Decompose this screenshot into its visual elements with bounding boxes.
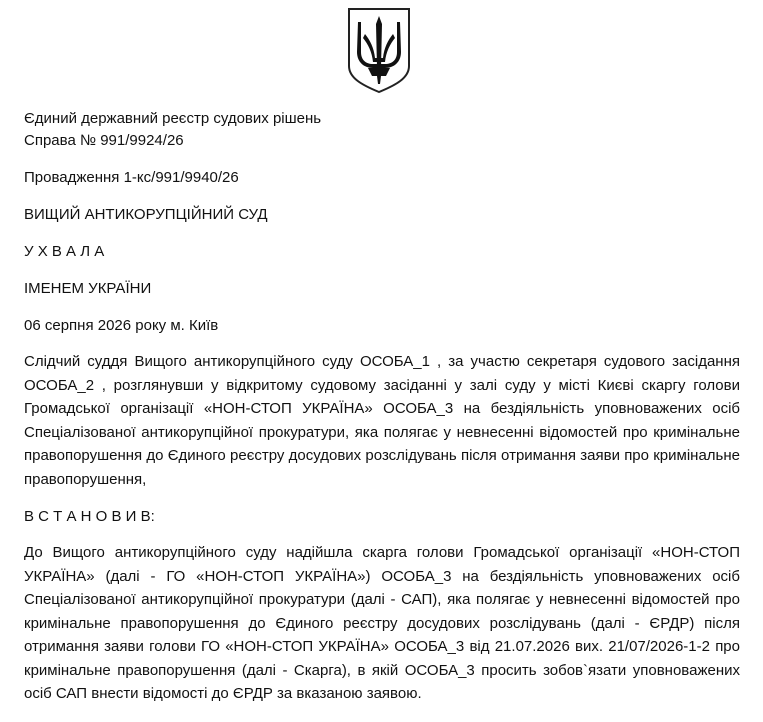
date-and-place: 06 серпня 2026 року м. Київ [24, 317, 219, 334]
paragraph-1: До Вищого антикорупційного суду надійшла скарга голови Громадської організації «НОН-СТОП УКРАЇНА» (далі - ГО «НОН-СТОП УКРАЇНА») ОСОБА_3 на бездіяльність уповноважених осіб Спеціалізованої антикорупційної прокуратури (далі - САП), яка полягає у невнесенні відомостей про кримінальне правопорушення до Єдиного реєстру досудових розслідувань (далі - ЄРДР) після отримання заяви голови ГО «НОН-СТОП УКРАЇНА» ОСОБА_3 від 21.07.2026 вих. 21/07/2026-1-2 про кримінальне правопорушення (далі - Скарга), в якій ОСОБА_3 просить зобов`язати уповноважених осіб САП внести відомості до ЄРДР за вказаною заявою. [24, 544, 740, 702]
intro-paragraph: Слідчий суддя Вищого антикорупційного суду ОСОБА_1 , за участю секретаря судового засідання ОСОБА_2 , розглянувши у відкритому судовому засіданні у залі суду у місті Києві скаргу голови Громадської організації «НОН-СТОП УКРАЇНА» ОСОБА_3 на бездіяльність уповноважених осіб Спеціалізованої антикорупційної прокуратури, яка полягає у невнесенні відомостей про кримінальне правопорушення до Єдиного реєстру досудових розслідувань після отримання заяви про кримінальне правопорушення, [24, 353, 740, 488]
registry-title: Єдиний державний реєстр судових рішень [24, 110, 322, 127]
in-the-name-of-ukraine: ІМЕНЕМ УКРАЇНИ [24, 280, 152, 297]
coat-of-arms-icon [346, 6, 412, 94]
court-name: ВИЩИЙ АНТИКОРУПЦІЙНИЙ СУД [24, 206, 268, 223]
proceeding-number: Провадження 1-кс/991/9940/26 [24, 169, 239, 186]
established-heading: В С Т А Н О В И В: [24, 508, 155, 525]
document-type: У Х В А Л А [24, 243, 105, 260]
case-number: Справа № 991/9924/26 [24, 132, 184, 149]
